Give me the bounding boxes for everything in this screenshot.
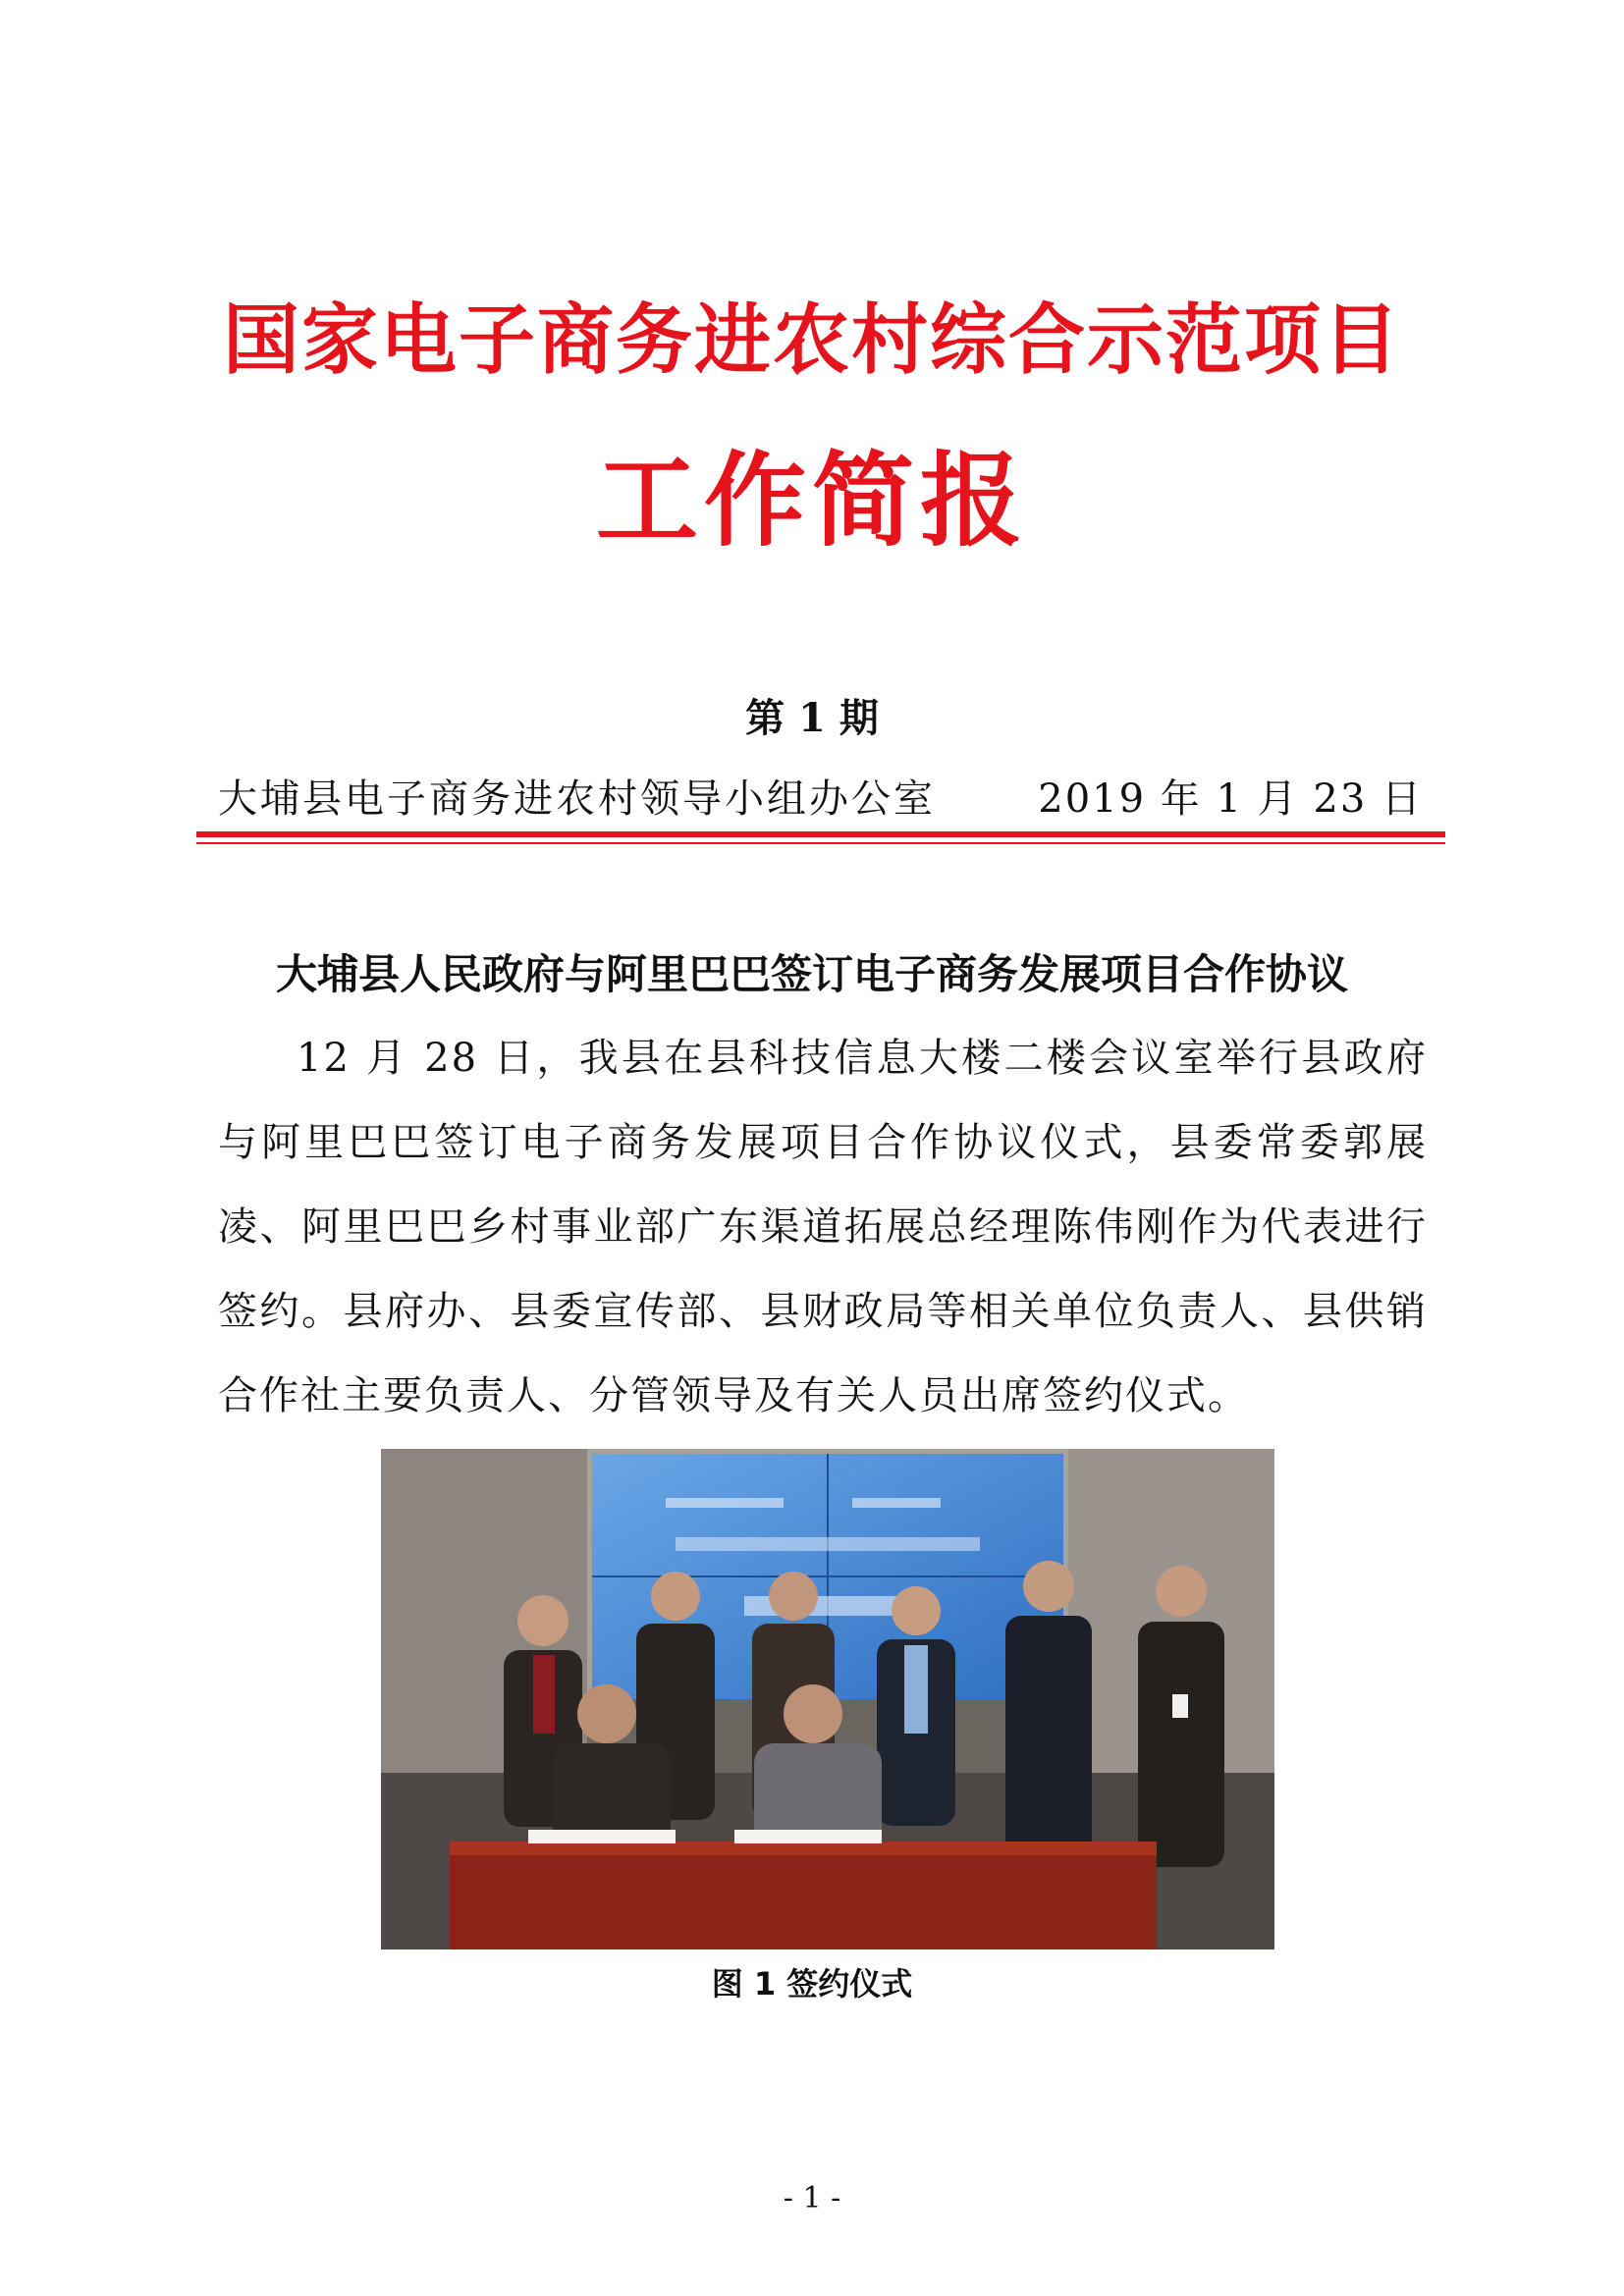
article-body: 12 月 28 日，我县在县科技信息大楼二楼会议室举行县政府与阿里巴巴签订电子商务发展项目合作协议仪式，县委常委郭展凌、阿里巴巴乡村事业部广东渠道拓展总经理陈伟刚作为代表进行签约。县府办、县委宣传部、县财政局等相关单位负责人、县供销合作社主要负责人、分管领导及有关人员出席签约仪式。 <box>218 1036 1428 1418</box>
signing-ceremony-photo <box>381 1449 1274 1949</box>
issue-number: 第 1 期 <box>745 695 879 741</box>
header-rule-thick <box>196 831 1445 837</box>
figure-caption: 图 1 签约仪式 <box>711 1965 913 2002</box>
header-rule-thin <box>196 842 1445 844</box>
issuing-office: 大埔县电子商务进农村领导小组办公室 <box>218 776 936 822</box>
issue-date: 2019 年 1 月 23 日 <box>1038 776 1423 822</box>
title-line-2: 工作简报 <box>595 440 1028 561</box>
title-line-1: 国家电子商务进农村综合示范项目 <box>222 295 1401 385</box>
page-number: - 1 - <box>783 2181 841 2216</box>
article-headline: 大埔县人民政府与阿里巴巴签订电子商务发展项目合作协议 <box>275 950 1348 998</box>
